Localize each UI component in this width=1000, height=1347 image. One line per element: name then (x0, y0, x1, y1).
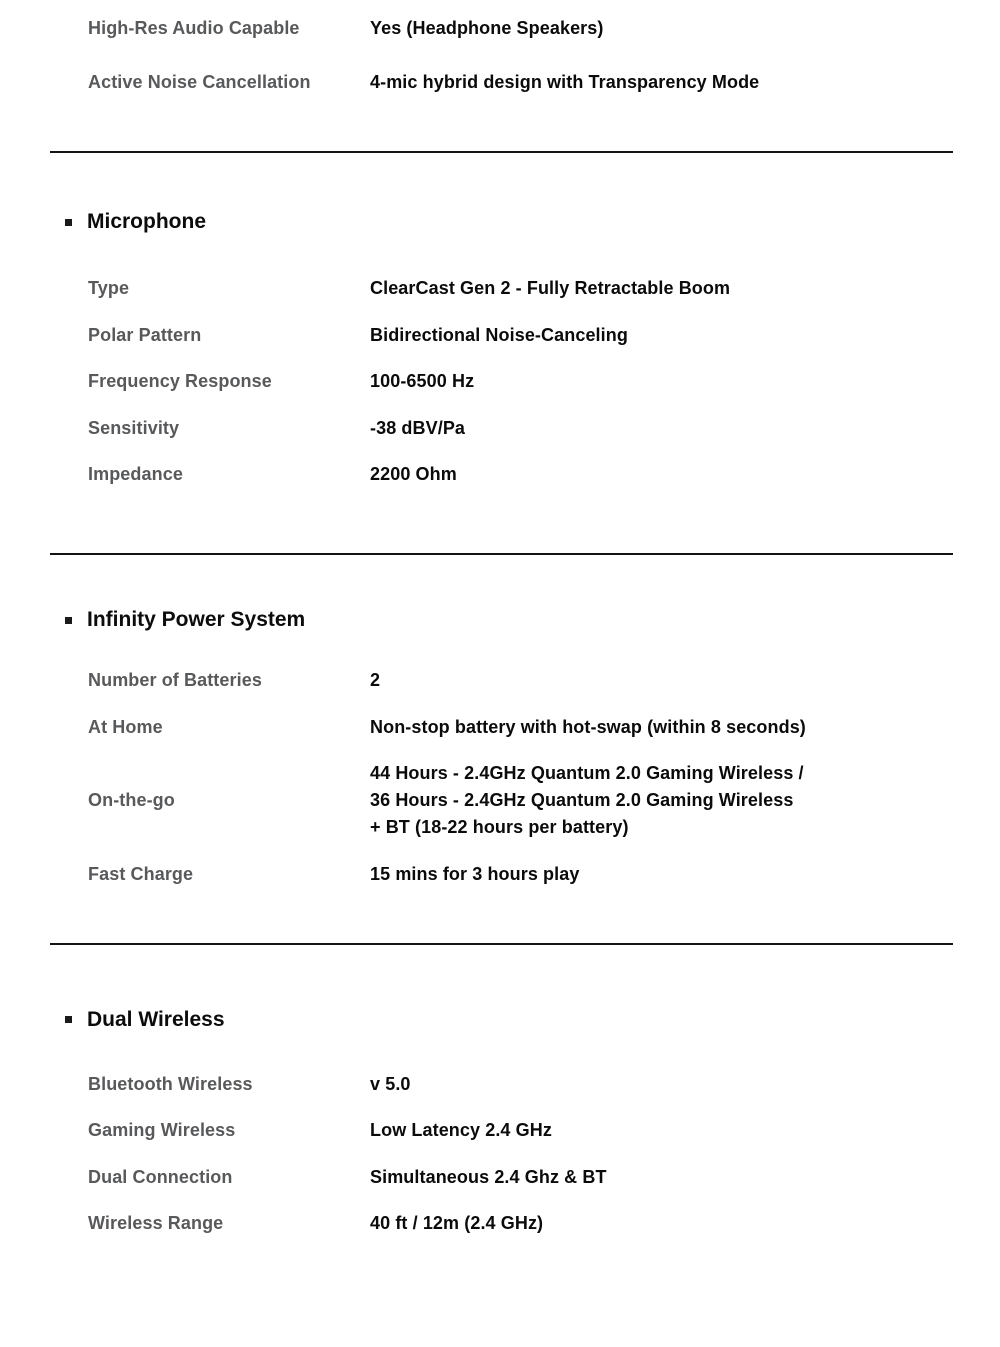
section-rows (88, 1071, 940, 1238)
spec-value: 15 mins for 3 hours play (370, 863, 580, 884)
section-header (65, 208, 1000, 236)
spec-value-line: 44 Hours - 2.4GHz Quantum 2.0 Gaming Wireless / (370, 763, 804, 783)
spec-value: 100-6500 Hz (370, 371, 475, 391)
spec-value-line: 36 Hours - 2.4GHz Quantum 2.0 Gaming Wireless (370, 790, 794, 810)
spec-label: Frequency Response (88, 371, 272, 391)
section-header (65, 1006, 1000, 1034)
section-rows (88, 667, 940, 888)
spec-section (0, 208, 1000, 555)
section-rows (88, 275, 940, 488)
section-header (65, 606, 1000, 634)
spec-value: Yes (Headphone Speakers) (370, 18, 604, 38)
spec-value: 2200 Ohm (370, 464, 457, 484)
spec-value-line: + BT (18-22 hours per battery) (370, 817, 629, 837)
section-title: Microphone (87, 210, 206, 233)
spec-value: 2 (370, 670, 381, 690)
section-divider (50, 553, 953, 555)
spec-value: Low Latency 2.4 GHz (370, 1120, 552, 1140)
spec-label: Dual Connection (88, 1166, 233, 1187)
spec-label: Number of Batteries (88, 670, 262, 690)
bullet-square-icon (65, 617, 72, 624)
section-divider (50, 151, 953, 153)
spec-label: Active Noise Cancellation (88, 72, 311, 92)
section-divider (50, 943, 953, 945)
spec-value: -38 dBV/Pa (370, 417, 466, 438)
spec-value: Non-stop battery with hot-swap (within 8 seconds) (370, 716, 806, 737)
spec-label: On-the-go (88, 790, 175, 810)
spec-label: Impedance (88, 464, 183, 484)
spec-label: Fast Charge (88, 863, 194, 884)
section-title: Infinity Power System (87, 608, 306, 631)
spec-label: At Home (88, 716, 163, 737)
spec-label: High-Res Audio Capable (88, 18, 300, 38)
spec-section (0, 15, 1000, 153)
spec-label: Gaming Wireless (88, 1120, 236, 1140)
spec-value: 40 ft / 12m (2.4 GHz) (370, 1213, 544, 1233)
section-title: Dual Wireless (87, 1007, 225, 1031)
spec-label: Sensitivity (88, 417, 180, 438)
spec-label: Type (88, 278, 130, 298)
spec-value: Bidirectional Noise-Canceling (370, 324, 628, 345)
bullet-square-icon (65, 1016, 72, 1023)
spec-section (0, 606, 1000, 945)
spec-value (370, 760, 940, 841)
spec-value: ClearCast Gen 2 - Fully Retractable Boom (370, 278, 731, 298)
spec-value: v 5.0 (370, 1073, 411, 1094)
bullet-square-icon (65, 219, 72, 226)
section-rows (88, 15, 940, 96)
spec-label: Wireless Range (88, 1213, 224, 1233)
spec-label: Polar Pattern (88, 324, 202, 345)
spec-section (0, 1006, 1000, 1238)
spec-label: Bluetooth Wireless (88, 1073, 253, 1094)
spec-value: Simultaneous 2.4 Ghz & BT (370, 1166, 607, 1187)
spec-value: 4-mic hybrid design with Transparency Mode (370, 72, 760, 92)
